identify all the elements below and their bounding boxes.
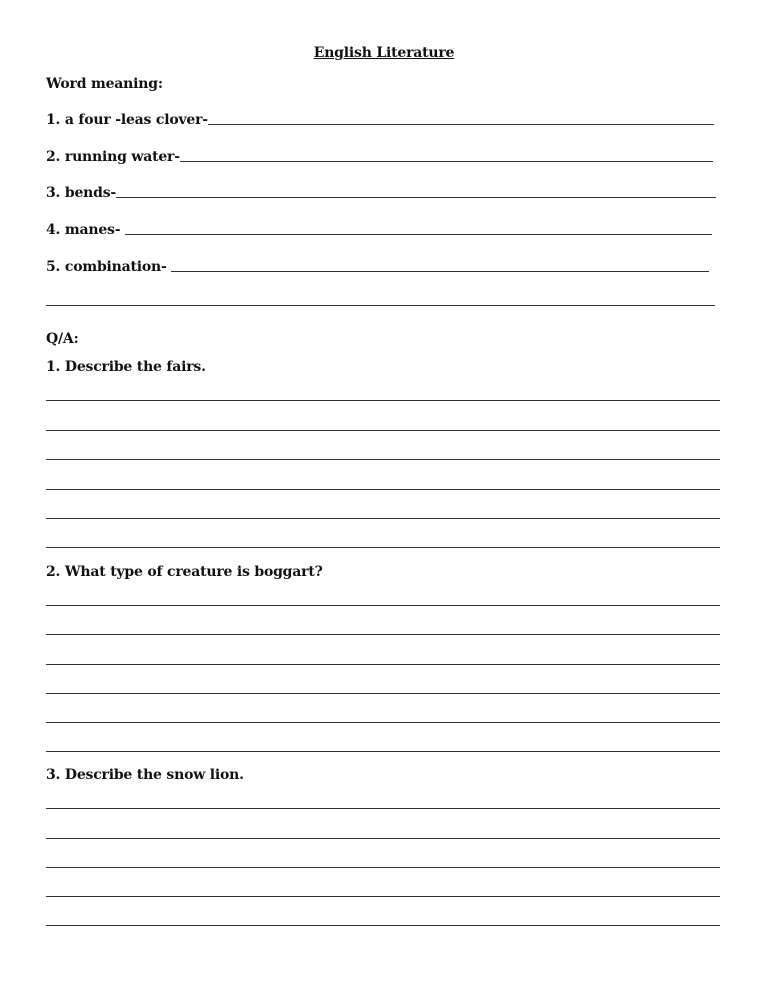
- answer-line[interactable]: [46, 459, 720, 460]
- answer-line[interactable]: [46, 430, 720, 431]
- answer-blank[interactable]: [208, 124, 714, 125]
- answer-line[interactable]: [46, 664, 720, 665]
- answer-blank[interactable]: [125, 234, 712, 235]
- answer-line[interactable]: [46, 751, 720, 752]
- answer-blank[interactable]: [180, 161, 713, 162]
- answer-line[interactable]: [46, 808, 720, 809]
- answer-line[interactable]: [46, 518, 720, 519]
- word-meaning-label: 5. combination-: [46, 259, 172, 275]
- question-3: 3. Describe the snow lion.: [46, 767, 244, 783]
- word-meaning-item-2: [46, 147, 713, 165]
- answer-line[interactable]: [46, 722, 720, 723]
- word-meaning-label: 3. bends-: [46, 185, 117, 201]
- page-title: English Literature: [313, 45, 455, 61]
- answer-line[interactable]: [46, 896, 720, 897]
- answer-line[interactable]: [46, 400, 720, 401]
- answer-line[interactable]: [46, 547, 720, 548]
- answer-line[interactable]: [46, 489, 720, 490]
- word-meaning-item-5: [46, 257, 709, 275]
- separator-line[interactable]: [46, 305, 715, 306]
- word-meaning-item-3: [46, 183, 716, 201]
- answer-line[interactable]: [46, 838, 720, 839]
- word-meaning-heading: Word meaning:: [46, 76, 163, 92]
- word-meaning-label: 1. a four -leas clover-: [46, 112, 208, 128]
- word-meaning-item-1: [46, 110, 714, 128]
- word-meaning-item-4: [46, 220, 712, 238]
- answer-line[interactable]: [46, 634, 720, 635]
- question-1: 1. Describe the fairs.: [46, 359, 206, 375]
- answer-line[interactable]: [46, 693, 720, 694]
- answer-blank[interactable]: [116, 197, 716, 198]
- qa-heading: Q/A:: [46, 331, 79, 347]
- answer-line[interactable]: [46, 605, 720, 606]
- word-meaning-label: 2. running water-: [46, 149, 180, 165]
- answer-line[interactable]: [46, 867, 720, 868]
- answer-blank[interactable]: [171, 271, 709, 272]
- question-2: 2. What type of creature is boggart?: [46, 564, 323, 580]
- answer-line[interactable]: [46, 925, 720, 926]
- word-meaning-label: 4. manes-: [46, 222, 126, 238]
